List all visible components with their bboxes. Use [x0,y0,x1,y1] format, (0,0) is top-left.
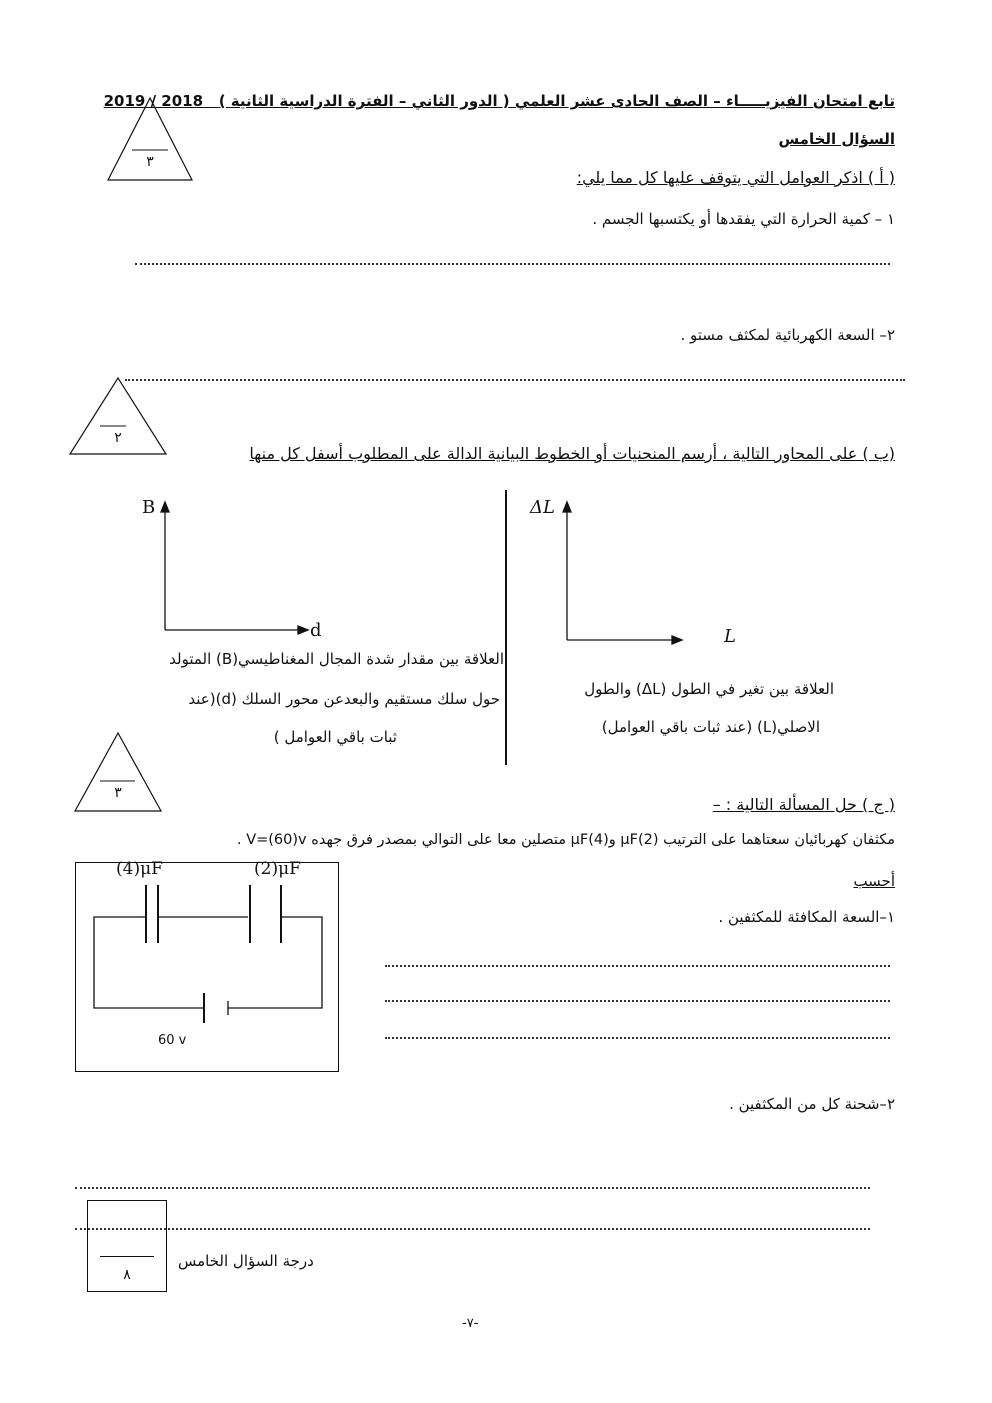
part-a-heading: ( أ ) اذكر العوامل التي يتوقف عليها كل مما يلي: [576,168,895,187]
question-item: ٢–شحنة كل من المكثفين . [729,1095,895,1113]
marks-triangle-c [75,733,161,813]
marks-value: ٣ [146,154,154,170]
answer-line[interactable] [385,965,890,967]
marks-value: ٢ [114,430,122,446]
question-item: ١–السعة المكافئة للمكثفين . [718,908,895,926]
graph-caption: ثبات باقي العوامل ) [273,728,397,746]
total-marks-label: درجة السؤال الخامس [178,1252,314,1270]
problem-statement: مكثفان كهربائيان سعتاهما على الترتيب μF(2) وμF(4) متصلين معا على التوالي بمصدر فرق جهده V=(60)v . [236,832,895,848]
capacitor-2-label: (2)μF [254,859,301,879]
answer-line[interactable] [385,1000,890,1002]
part-b-heading: (ب ) على المحاور التالية ، أرسم المنحنيات أو الخطوط البيانية الدالة على المطلوب أسفل كل منها [249,444,895,463]
axis-label-delta-l: ΔL [530,497,555,518]
calc-label: أحسب [853,872,895,890]
axis-label-b: B [142,497,156,518]
page-number: -٧- [462,1316,479,1331]
graph-caption: العلاقة بين مقدار شدة المجال المغناطيسي(B) المتولد [169,650,504,668]
total-marks-box [87,1200,167,1292]
header-year: 2019 / 2018 [103,92,204,110]
question-item: ٢– السعة الكهربائية لمكثف مستو . [680,326,895,344]
capacitor-1-label: (4)μF [116,859,163,879]
axis-label-d: d [310,620,322,641]
question-item: ١ – كمية الحرارة التي يفقدها أو يكتسبها الجسم . [592,210,895,228]
graph-caption: حول سلك مستقيم والبعدعن محور السلك (d)(عند [188,690,500,708]
axis-label-l: L [724,626,736,647]
source-label: 60 v [158,1033,187,1048]
total-marks-value: ٨ [123,1267,131,1283]
header-text: تابع امتحان الفيزيـــــاء – الصف الحادى عشر العلمي ( الدور الثاني – الفترة الدراسية الثانية ) [218,92,895,110]
answer-line[interactable] [385,1037,890,1039]
answer-line[interactable] [75,1228,870,1230]
triangle-icon [75,733,161,813]
graph-caption: الاصلي(L) (عند ثبات باقي العوامل) [601,718,820,736]
graph-caption: العلاقة بين تغير في الطول (ΔL) والطول [584,680,834,698]
fraction-line [100,1256,154,1257]
circuit-icon [76,863,338,1071]
circuit-diagram [75,859,339,1072]
part-c-heading: ( ج ) حل المسألة التالية : – [712,795,895,814]
answer-line[interactable] [75,1187,870,1189]
section-title: السؤال الخامس [778,130,895,148]
marks-value: ٣ [114,785,122,801]
